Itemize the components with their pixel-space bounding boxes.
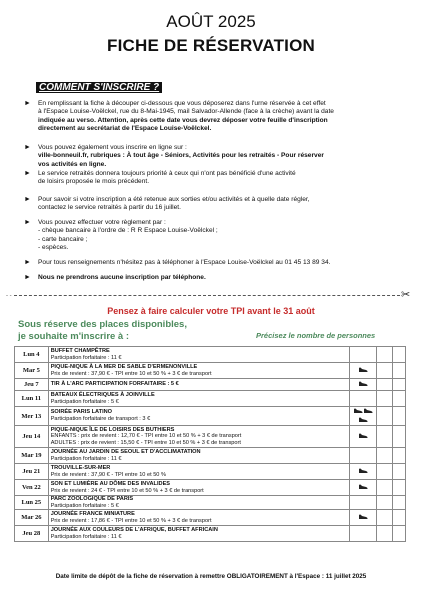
event-day: Jeu 14 (15, 426, 49, 448)
event-price: Participation forfaitaire : 5 € (50, 502, 119, 509)
walking-shoe-icon (358, 366, 368, 375)
selection-cell[interactable] (392, 407, 405, 426)
bullet-line: à l'Espace Louise-Voëlckel, rue du 8-Mai-1945, mail Salvador-Allende (face à la crèche) avant la date (38, 108, 334, 116)
selection-cell[interactable] (392, 391, 405, 407)
event-price: Participation forfaitaire de transport : 3 € (50, 416, 151, 422)
table-row (15, 510, 406, 526)
event-title: JOURNÉE AU JARDIN DE SEOUL ET D'ACCLIMATATION (50, 448, 201, 455)
event-description (48, 426, 349, 448)
cut-line (14, 295, 400, 296)
event-day: Lun 25 (15, 496, 49, 510)
cut-line-start: - - (6, 293, 12, 299)
bullet-line: indiquée au verso. Attention, après cette date vous devrez déposer votre feuille d'inscription (38, 116, 328, 124)
selection-cell[interactable] (392, 496, 405, 510)
table-row (15, 480, 406, 496)
arrow-bullet-icon: ► (24, 259, 31, 266)
event-price: Participation forfaitaire : 11 € (50, 533, 122, 540)
event-title: PARC ZOOLOGIQUE DE PARIS (50, 496, 134, 502)
bullet-line: Vous pouvez effectuer votre règlement par : (38, 219, 166, 226)
people-count-cell[interactable] (377, 379, 392, 391)
people-count-cell[interactable] (377, 363, 392, 379)
event-price: Prix de revient : 17,86 € - TPI entre 10 et 50 % + 3 € de transport (50, 517, 212, 524)
event-title: BATEAUX ÉLECTRIQUES À JOINVILLE (50, 391, 155, 398)
event-title: BUFFET CHAMPÊTRE (50, 347, 110, 354)
reserve-line-1: Sous réserve des places disponibles, (18, 319, 187, 330)
event-price: Prix de revient : 24 € - TPI entre 10 et 50 % + 3 € de transport (50, 487, 204, 494)
event-title: PIQUE-NIQUE ÎLE DE LOISIRS DES BUTHIERS (50, 426, 175, 433)
event-description (48, 464, 349, 480)
bullet-line: Le service retraités donnera toujours priorité à ceux qui n'ont pas bénéficié d'une activité (38, 170, 296, 177)
reserve-line-2: je souhaite m'inscrire à : (18, 331, 130, 342)
event-day: Mer 13 (15, 407, 49, 426)
walking-shoe-icon (358, 467, 368, 476)
bullet-line: - chèque bancaire à l'ordre de : R R Espace Louise-Voëlckel ; (38, 227, 218, 235)
bullet-line: de loisirs proposée le mois précédent. (38, 178, 150, 186)
event-day: Lun 11 (15, 391, 49, 407)
how-to-bullet (24, 100, 402, 133)
arrow-bullet-icon: ► (24, 144, 31, 151)
people-count-cell[interactable] (377, 526, 392, 542)
scissors-icon: ✂ (401, 289, 411, 301)
difficulty-icons (349, 363, 377, 379)
event-price: Prix de revient : 37,90 € - TPI entre 10 et 50 % (50, 471, 166, 478)
how-to-bullet (24, 196, 402, 213)
walking-shoe-icon (363, 407, 373, 416)
month-heading: AOÛT 2025 (166, 12, 256, 31)
table-row (15, 363, 406, 379)
arrow-bullet-icon: ► (24, 100, 31, 107)
bullet-line: Nous ne prendrons aucune inscription par téléphone. (38, 274, 206, 281)
event-day: Mar 19 (15, 448, 49, 464)
event-day: Mar 26 (15, 510, 49, 526)
event-description (48, 510, 349, 526)
walking-shoe-icon (358, 416, 368, 425)
difficulty-icons (349, 496, 377, 510)
difficulty-icons (349, 407, 377, 426)
table-row (15, 347, 406, 363)
selection-cell[interactable] (392, 480, 405, 496)
event-description (48, 448, 349, 464)
bullet-line: directement au secrétariat de l'Espace Louise-Voëlckel. (38, 124, 212, 132)
walking-shoe-icon (358, 483, 368, 492)
bullet-line: Pour savoir si votre inscription a été retenue aux sorties et/ou activités et à quelle date régler, (38, 196, 310, 203)
bullet-line: - carte bancaire ; (38, 235, 88, 243)
event-description (48, 480, 349, 496)
difficulty-icons (349, 464, 377, 480)
event-title: SON ET LUMIÈRE AU DÔME DES INVALIDES (50, 480, 171, 487)
difficulty-icons (349, 391, 377, 407)
page-title: FICHE DE RÉSERVATION (106, 36, 316, 55)
table-row (15, 426, 406, 448)
event-description (48, 496, 349, 510)
event-description (48, 391, 349, 407)
difficulty-icons (349, 448, 377, 464)
people-count-cell[interactable] (377, 448, 392, 464)
selection-cell[interactable] (392, 363, 405, 379)
walking-shoe-icon (358, 513, 368, 522)
deadline-note: Date limite de dépôt de la fiche de réservation à remettre OBLIGATOIREMENT à l'Espace : 11 juillet 2025 (55, 573, 367, 580)
selection-cell[interactable] (392, 464, 405, 480)
difficulty-icons (349, 526, 377, 542)
difficulty-icons (349, 480, 377, 496)
walking-shoe-icon (358, 380, 368, 389)
bullet-line: En remplissant la fiche à découper ci-dessous que vous déposerez dans l'urne réservée à cet effet (38, 100, 326, 107)
difficulty-icons (349, 379, 377, 391)
event-price: ENFANTS : prix de revient : 12,70 € - TPI entre 10 et 50 % + 3 € de transport (50, 433, 242, 440)
event-day: Jeu 7 (15, 379, 49, 391)
how-to-bullet (24, 144, 402, 169)
event-description (48, 526, 349, 542)
table-row (15, 379, 406, 391)
event-price: Participation forfaitaire : 5 € (50, 398, 119, 405)
how-to-bullet (24, 170, 402, 187)
event-title: PIQUE-NIQUE À LA MER DE SABLE D'ERMENONVILLE (50, 363, 198, 370)
walking-shoe-icon (353, 407, 363, 416)
event-description (48, 347, 349, 363)
arrow-bullet-icon: ► (24, 196, 31, 203)
bullet-line: Pour tous renseignements n'hésitez pas à téléphoner à l'Espace Louise-Voëlckel au 01 45 13 89 34. (38, 259, 331, 266)
table-row (15, 448, 406, 464)
table-row (15, 407, 406, 426)
selection-cell[interactable] (392, 510, 405, 526)
event-title: TIR À L'ARC PARTICIPATION FORFAITAIRE : 5 € (50, 381, 179, 388)
table-row (15, 496, 406, 510)
bullet-line: vos activités en ligne. (38, 160, 107, 168)
event-day: Jeu 28 (15, 526, 49, 542)
event-title: JOURNÉE FRANCE MINIATURE (50, 511, 135, 518)
walking-shoe-icon (358, 432, 368, 441)
table-row (15, 391, 406, 407)
people-count-cell[interactable] (377, 407, 392, 426)
event-day: Mar 5 (15, 363, 49, 379)
event-day: Lun 4 (15, 347, 49, 363)
event-day: Jeu 21 (15, 464, 49, 480)
selection-cell[interactable] (392, 347, 405, 363)
event-description (48, 407, 349, 426)
event-title: SOIRÉE PARIS LATINO (50, 409, 113, 416)
tpi-reminder: Pensez à faire calculer votre TPI avant le 31 août (107, 306, 315, 316)
difficulty-icons (349, 510, 377, 526)
table-row (15, 526, 406, 542)
event-description (48, 379, 349, 391)
how-to-title: COMMENT S'INSCRIRE ? (36, 82, 162, 93)
event-price: ADULTES : prix de revient : 15,50 € - TPI entre 10 et 50 % + 3 € de transport (50, 439, 241, 446)
selection-cell[interactable] (392, 379, 405, 391)
people-count-cell[interactable] (377, 510, 392, 526)
bullet-line: Vous pouvez également vous inscrire en ligne sur : (38, 144, 187, 151)
people-count-cell[interactable] (377, 426, 392, 448)
bullet-line: contactez le service retraités à partir du 16 juillet. (38, 204, 181, 212)
people-count-cell[interactable] (377, 391, 392, 407)
event-day: Ven 22 (15, 480, 49, 496)
selection-cell[interactable] (392, 448, 405, 464)
arrow-bullet-icon: ► (24, 274, 31, 281)
arrow-bullet-icon: ► (24, 219, 31, 226)
event-title: JOURNÉE AUX COULEURS DE L'AFRIQUE, BUFFET AFRICAIN (50, 527, 218, 534)
difficulty-icons (349, 347, 377, 363)
bullet-line: - espèces. (38, 243, 69, 251)
how-to-bullet (24, 219, 402, 252)
table-row (15, 464, 406, 480)
arrow-bullet-icon: ► (24, 170, 31, 177)
people-count-cell[interactable] (377, 464, 392, 480)
selection-cell[interactable] (392, 526, 405, 542)
how-to-bullet (24, 274, 402, 282)
event-price: Prix de revient : 37,90 € - TPI entre 10 et 50 % + 3 € de transport (50, 370, 212, 377)
people-count-hint: Précisez le nombre de personnes (256, 331, 376, 340)
how-to-bullet (24, 259, 402, 267)
selection-cell[interactable] (392, 426, 405, 448)
people-count-cell[interactable] (377, 347, 392, 363)
bullet-line: ville-bonneuil.fr, rubriques : À tout âge - Séniors, Activités pour les retraités - Pour réserver (38, 152, 324, 160)
event-price: Participation forfaitaire : 11 € (50, 455, 122, 462)
difficulty-icons (349, 426, 377, 448)
people-count-cell[interactable] (377, 480, 392, 496)
people-count-cell[interactable] (377, 496, 392, 510)
event-description (48, 363, 349, 379)
event-title: TROUVILLE-SUR-MER (50, 464, 111, 471)
reservation-table (14, 346, 406, 542)
event-price: Participation forfaitaire : 11 € (50, 354, 122, 361)
